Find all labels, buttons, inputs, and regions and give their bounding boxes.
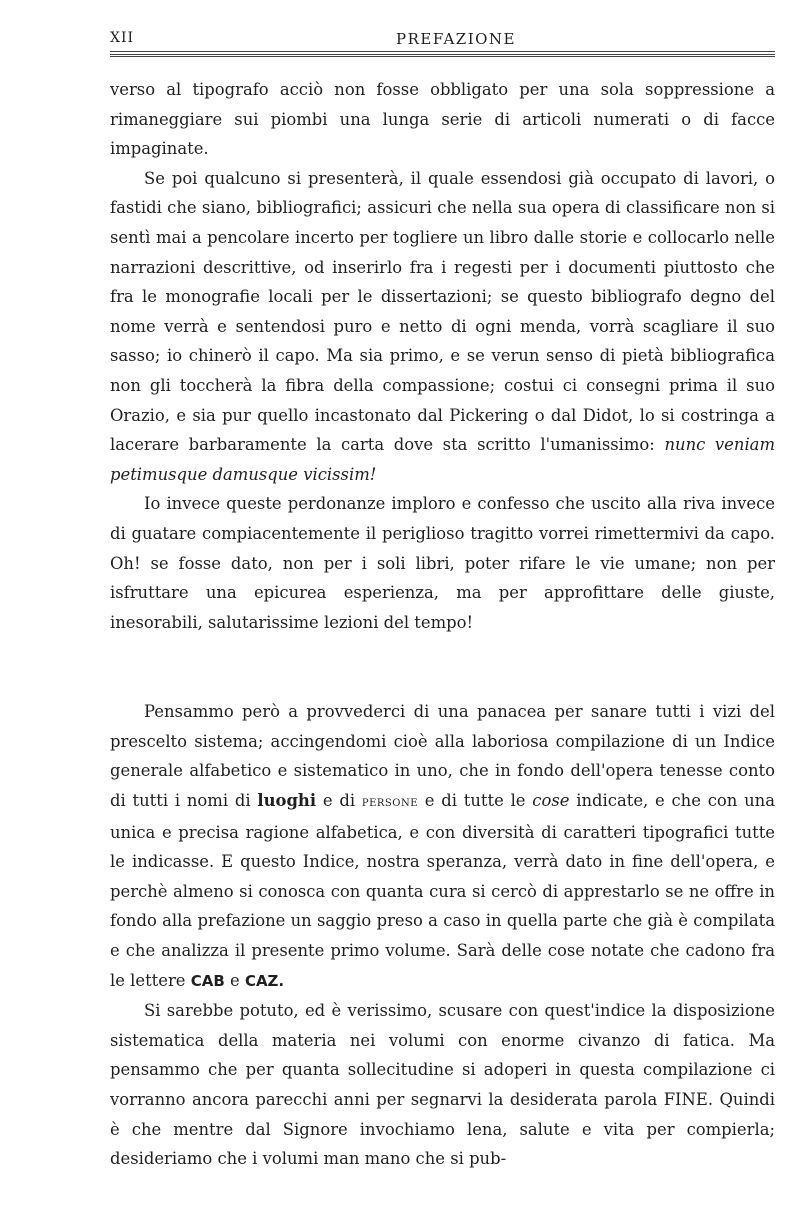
section-gap: [110, 637, 775, 697]
paragraph-5: Si sarebbe potuto, ed è verissimo, scusare con quest'indice la disposizione sistematica della materia nei volumi con enorme civanzo di fatica. Ma pensammo che per quanta sollecitudine si adoperi in questa compilazione ci vorranno ancora parecchi anni per segnarvi la desiderata parola FINE. Quindi è che mentre dal Signore invochiamo lena, salute e vita per compierla; desideriamo che i volumi man mano che si pub-: [110, 1001, 775, 1169]
caz-term: CAZ.: [244, 971, 285, 990]
cab-term: CAB: [190, 971, 225, 990]
header-double-rule: [110, 54, 775, 57]
horace-quote: nunc veniam petimusque damusque vicissim!: [110, 435, 775, 484]
paragraph-4-text-b: e di: [322, 791, 356, 811]
page-number: XII: [110, 30, 135, 46]
paragraph-2-text: Se poi qualcuno si presenterà, il quale essendosi già occupato di lavori, o fastidi che siano, bibliografici; assicuri che nella sua opera di classificare non si sentì mai a pencolare incerto per togliere un libro dalle storie e collocarlo nelle narrazioni descrittive, od inserirlo fra i regesti per i documenti piuttosto che fra le monografie locali per le dissertazioni; se questo bibliografo degno del nome verrà e sentendosi puro e netto di ogni menda, vorrà scagliare il suo sasso; io chinerò il capo. Ma sia primo, e se verun senso di pietà bibliografica non gli toccherà la fibra della compassione; costui ci consegni prima il suo Orazio, e sia pur quello incastonato dal Pickering o dal Didot, lo si costringa a lacerare barbaramente la carta dove sta scritto l'umanissimo:: [110, 168, 775, 455]
paragraph-4: [110, 697, 775, 996]
body-text: [110, 75, 775, 1174]
luoghi-term: luoghi: [257, 791, 317, 811]
running-title: PREFAZIONE: [396, 30, 516, 48]
cose-term: cose: [532, 791, 570, 811]
paragraph-4-text-c: e di tutte le: [424, 791, 526, 811]
paragraph-1: verso al tipografo acciò non fosse obbligato per una sola soppressione a rimaneggiare sui piombi una lunga serie di articoli numerati o di facce impaginate.: [110, 80, 775, 159]
paragraph-4-text-a: Pensammo però a provvederci di una panacea per sanare tutti i vizi del prescelto sistema; accingendomi cioè alla laboriosa compilazione di un Indice generale alfabetico e sistematico in uno, che in fondo dell'opera tenesse conto di tutti i nomi di: [110, 702, 775, 811]
running-header: [110, 28, 775, 48]
header-rule: [110, 51, 775, 52]
paragraph-4-conj: e: [230, 970, 240, 990]
paragraph-3: Io invece queste perdonanze imploro e confesso che uscito alla riva invece di guatare compiacentemente il periglioso tragitto vorrei rimettermivi da capo. Oh! se fosse dato, non per i soli libri, poter rifare le vie umane; non per isfruttare una epicurea esperienza, ma per approfittare delle giuste, inesorabili, salutarissime lezioni del tempo!: [110, 494, 775, 632]
persone-term: persone: [361, 794, 418, 811]
paragraph-2: [110, 164, 775, 490]
paragraph-4-text-d: indicate, e che con una unica e precisa ragione alfabetica, e con diversità di caratteri tipografici tutte le indicasse. E questo Indice, nostra speranza, verrà dato in fine dell'opera, e perchè almeno si conosca con quanta cura si cercò di apprestarlo se ne offre in fondo alla prefazione un saggio preso a caso in quella parte che già è compilata e che analizza il presente primo volume. Sarà delle cose notate che cadono fra le lettere: [110, 791, 775, 990]
